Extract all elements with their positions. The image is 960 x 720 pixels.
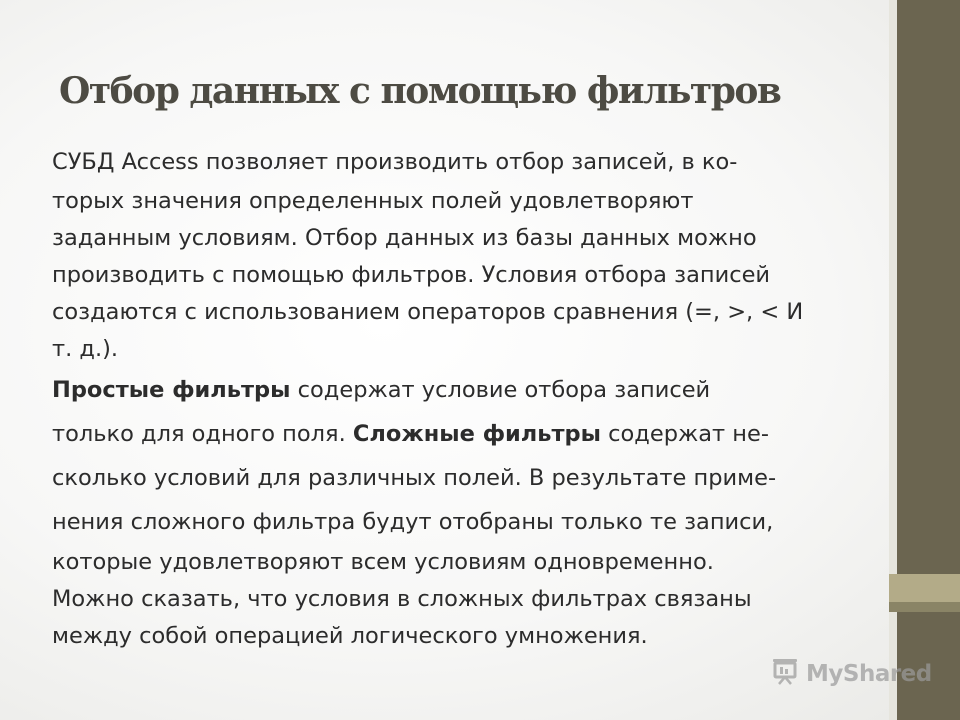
- slide-title: Отбор данных с помощью фильтров: [59, 70, 781, 112]
- paragraph2-line-2: [52, 412, 902, 456]
- paragraph2-line-6: Можно сказать, что условия в сложных фильтрах связаны: [52, 586, 752, 612]
- paragraph1-line-5: создаются с использованием операторов сравнения (=, >, < И: [52, 299, 804, 325]
- paragraph2-line-1-rest: содержат условие отбора записей: [290, 377, 711, 403]
- presentation-board-icon: [770, 657, 800, 690]
- paragraph2-line-5: которые удовлетворяют всем условиям одновременно.: [52, 549, 714, 575]
- paragraph2-line-1: [52, 368, 902, 412]
- complex-filters-term: Сложные фильтры: [352, 421, 602, 447]
- paragraph2-line-2-rest: содержат не-: [601, 421, 769, 447]
- paragraph1-line-1: СУБД Access позволяет производить отбор записей, в ко-: [52, 149, 738, 175]
- paragraph1-line-6: т. д.).: [52, 336, 119, 362]
- simple-filters-term: Простые фильтры: [52, 377, 291, 403]
- paragraph2-line-2-start: только для одного поля.: [52, 421, 353, 447]
- paragraph2-line-4: нения сложного фильтра будут отобраны только те записи,: [52, 509, 774, 535]
- paragraph2-line-3: сколько условий для различных полей. В результате приме-: [52, 465, 777, 491]
- paragraph1-line-4: производить с помощью фильтров. Условия отбора записей: [52, 262, 771, 288]
- paragraph2-line-7: между собой операцией логического умножения.: [52, 623, 648, 649]
- myshared-watermark: [770, 657, 932, 690]
- slide-body: [52, 142, 902, 655]
- paragraph1-line-3: заданным условиям. Отбор данных из базы данных можно: [52, 225, 757, 251]
- watermark-text: MyShared: [806, 660, 932, 687]
- paragraph1-line-2: торых значения определенных полей удовлетворяют: [52, 188, 694, 214]
